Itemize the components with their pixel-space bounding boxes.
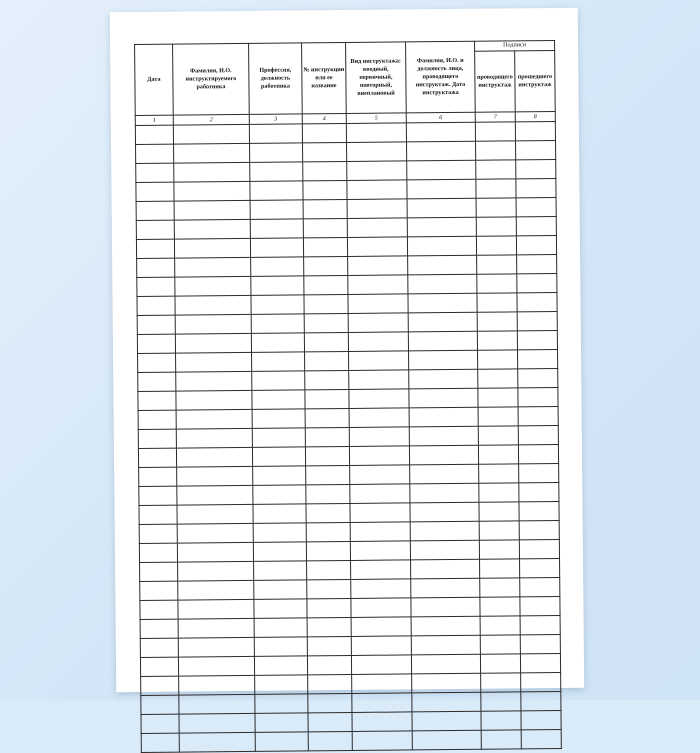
table-cell[interactable] <box>138 372 176 391</box>
table-cell[interactable] <box>347 237 407 257</box>
table-cell[interactable] <box>179 694 255 714</box>
table-cell[interactable] <box>252 352 305 372</box>
table-cell[interactable] <box>303 180 347 199</box>
table-cell[interactable] <box>140 638 178 657</box>
table-cell[interactable] <box>252 390 305 410</box>
table-cell[interactable] <box>479 502 519 521</box>
table-cell[interactable] <box>304 332 348 351</box>
table-cell[interactable] <box>136 182 174 201</box>
table-cell[interactable] <box>137 277 175 296</box>
table-cell[interactable] <box>176 390 252 410</box>
table-cell[interactable] <box>348 256 408 276</box>
table-body <box>135 121 561 752</box>
table-cell[interactable] <box>250 181 303 201</box>
table-cell[interactable] <box>303 237 347 256</box>
table-cell[interactable] <box>308 712 352 731</box>
table-cell[interactable] <box>478 407 518 426</box>
table-cell[interactable] <box>140 562 178 581</box>
table-cell[interactable] <box>139 543 177 562</box>
table-cell[interactable] <box>304 256 348 275</box>
table-cell[interactable] <box>174 181 250 201</box>
column-header-profession: Профессия, должность работника <box>249 43 303 115</box>
table-cell[interactable] <box>480 578 520 597</box>
table-cell[interactable] <box>135 125 173 144</box>
table-cell[interactable] <box>520 653 560 672</box>
table-cell[interactable] <box>175 257 251 277</box>
table-cell[interactable] <box>136 144 174 163</box>
table-cell[interactable] <box>140 619 178 638</box>
table-cell[interactable] <box>174 162 250 182</box>
table-cell[interactable] <box>348 275 408 295</box>
table-cell[interactable] <box>521 691 561 710</box>
table-cell[interactable] <box>352 712 412 732</box>
table-cell[interactable] <box>412 692 481 712</box>
table-cell[interactable] <box>409 426 478 446</box>
table-cell[interactable] <box>520 596 560 615</box>
table-cell[interactable] <box>250 143 303 163</box>
table-cell[interactable] <box>176 371 252 391</box>
column-number-5: 5 <box>346 113 406 124</box>
table-cell[interactable] <box>176 447 252 467</box>
table-cell[interactable] <box>477 331 517 350</box>
table-cell[interactable] <box>250 162 303 182</box>
table-cell[interactable] <box>176 352 252 372</box>
table-cell[interactable] <box>477 255 517 274</box>
table-cell[interactable] <box>520 558 560 577</box>
table-cell[interactable] <box>409 445 478 465</box>
table-cell[interactable] <box>477 293 517 312</box>
table-cell[interactable] <box>307 655 351 674</box>
table-cell[interactable] <box>478 350 518 369</box>
table-cell[interactable] <box>174 238 250 258</box>
table-cell[interactable] <box>349 389 409 409</box>
table-cell[interactable] <box>519 539 559 558</box>
table-cell[interactable] <box>136 163 174 182</box>
table-cell[interactable] <box>136 201 174 220</box>
table-cell[interactable] <box>516 140 556 159</box>
table-cell[interactable] <box>521 710 561 729</box>
table-cell[interactable] <box>250 200 303 220</box>
table-cell[interactable] <box>351 636 411 656</box>
table-cell[interactable] <box>136 239 174 258</box>
table-cell[interactable] <box>137 296 175 315</box>
table-cell[interactable] <box>408 312 477 332</box>
table-cell[interactable] <box>250 238 303 258</box>
table-cell[interactable] <box>175 276 251 296</box>
table-cell[interactable] <box>252 428 305 448</box>
table-cell[interactable] <box>350 484 410 504</box>
table-cell[interactable] <box>352 674 412 694</box>
table-cell[interactable] <box>481 673 521 692</box>
table-cell[interactable] <box>305 446 349 465</box>
table-cell[interactable] <box>521 672 561 691</box>
table-cell[interactable] <box>178 599 254 619</box>
instruction-log-table <box>134 40 562 753</box>
table-cell[interactable] <box>178 637 254 657</box>
table-cell[interactable] <box>306 465 350 484</box>
table-cell[interactable] <box>521 729 561 748</box>
table-cell[interactable] <box>481 711 521 730</box>
table-cell[interactable] <box>408 293 477 313</box>
table-cell[interactable] <box>254 637 307 657</box>
table-cell[interactable] <box>517 273 557 292</box>
table-cell[interactable] <box>348 313 408 333</box>
column-number-8: 8 <box>515 111 555 121</box>
table-cell[interactable] <box>307 636 351 655</box>
table-cell[interactable] <box>255 694 308 714</box>
paper-sheet <box>110 8 585 692</box>
table-cell[interactable] <box>251 314 304 334</box>
table-cell[interactable] <box>516 178 556 197</box>
table-cell[interactable] <box>515 121 555 140</box>
table-cell[interactable] <box>352 731 412 751</box>
table-cell[interactable] <box>407 179 476 199</box>
table-cell[interactable] <box>408 274 477 294</box>
table-cell[interactable] <box>516 197 556 216</box>
table-cell[interactable] <box>516 159 556 178</box>
table-cell[interactable] <box>137 315 175 334</box>
table-cell[interactable] <box>480 635 520 654</box>
table-cell[interactable] <box>476 179 516 198</box>
table-cell[interactable] <box>176 428 252 448</box>
table-cell[interactable] <box>518 349 558 368</box>
table-cell[interactable] <box>516 216 556 235</box>
column-header-instruction-number: № инструкции или ее название <box>302 42 347 113</box>
table-cell[interactable] <box>480 654 520 673</box>
table-cell[interactable] <box>409 350 478 370</box>
table-cell[interactable] <box>407 198 476 218</box>
table-cell[interactable] <box>517 330 557 349</box>
table-cell[interactable] <box>255 675 308 695</box>
table-cell[interactable] <box>410 464 479 484</box>
table-cell[interactable] <box>411 616 480 636</box>
table-cell[interactable] <box>517 311 557 330</box>
table-cell[interactable] <box>517 292 557 311</box>
table-cell[interactable] <box>519 501 559 520</box>
table-cell[interactable] <box>411 654 480 674</box>
table-cell[interactable] <box>347 161 407 181</box>
column-header-signature-trainee: прошедшего инструктаж <box>515 50 556 111</box>
table-cell[interactable] <box>519 482 559 501</box>
table-cell[interactable] <box>349 351 409 371</box>
table-cell[interactable] <box>141 676 179 695</box>
table-cell[interactable] <box>141 714 179 733</box>
table-cell[interactable] <box>476 217 516 236</box>
table-cell[interactable] <box>518 444 558 463</box>
table-cell[interactable] <box>305 370 349 389</box>
table-cell[interactable] <box>409 369 478 389</box>
table-cell[interactable] <box>412 711 481 731</box>
column-header-date: Дата <box>135 44 174 115</box>
table-cell[interactable] <box>304 294 348 313</box>
table-cell[interactable] <box>349 408 409 428</box>
table-cell[interactable] <box>173 124 249 144</box>
table-cell[interactable] <box>517 254 557 273</box>
table-cell[interactable] <box>175 333 251 353</box>
table-cell[interactable] <box>351 655 411 675</box>
table-cell[interactable] <box>138 391 176 410</box>
table-cell[interactable] <box>250 219 303 239</box>
table-cell[interactable] <box>408 331 477 351</box>
table-cell[interactable] <box>303 199 347 218</box>
table-cell[interactable] <box>479 540 519 559</box>
table-cell[interactable] <box>141 695 179 714</box>
table-cell[interactable] <box>177 466 253 486</box>
table-cell[interactable] <box>137 334 175 353</box>
table-cell[interactable] <box>349 446 409 466</box>
table-cell[interactable] <box>480 616 520 635</box>
table-cell[interactable] <box>251 257 304 277</box>
table-cell[interactable] <box>477 274 517 293</box>
table-cell[interactable] <box>347 180 407 200</box>
table-cell[interactable] <box>476 141 516 160</box>
table-cell[interactable] <box>255 713 308 733</box>
table-cell[interactable] <box>411 578 480 598</box>
table-cell[interactable] <box>412 730 481 750</box>
table-cell[interactable] <box>308 731 352 750</box>
table-cell[interactable] <box>252 409 305 429</box>
table-cell[interactable] <box>254 618 307 638</box>
table-cell[interactable] <box>139 467 177 486</box>
table-cell[interactable] <box>478 445 518 464</box>
column-number-7: 7 <box>475 112 515 122</box>
table-cell[interactable] <box>177 485 253 505</box>
table-row[interactable] <box>141 729 561 752</box>
table-cell[interactable] <box>350 522 410 542</box>
table-cell[interactable] <box>518 387 558 406</box>
column-number-2: 2 <box>173 114 249 125</box>
table-cell[interactable] <box>305 389 349 408</box>
table-cell[interactable] <box>304 313 348 332</box>
table-cell[interactable] <box>254 561 307 581</box>
table-cell[interactable] <box>520 577 560 596</box>
table-cell[interactable] <box>175 314 251 334</box>
table-cell[interactable] <box>141 733 179 752</box>
table-cell[interactable] <box>140 600 178 619</box>
table-cell[interactable] <box>178 618 254 638</box>
table-cell[interactable] <box>179 675 255 695</box>
table-cell[interactable] <box>411 635 480 655</box>
table-cell[interactable] <box>175 295 251 315</box>
table-cell[interactable] <box>251 295 304 315</box>
table-cell[interactable] <box>306 541 350 560</box>
table-cell[interactable] <box>518 368 558 387</box>
table-cell[interactable] <box>476 198 516 217</box>
column-header-briefing-type: Вид инструктажа: вводный, первичный, повторный, внеплановый <box>346 42 407 114</box>
table-cell[interactable] <box>253 542 306 562</box>
table-cell[interactable] <box>140 581 178 600</box>
table-cell[interactable] <box>138 448 176 467</box>
table-cell[interactable] <box>303 161 347 180</box>
table-cell[interactable] <box>178 580 254 600</box>
column-header-signature-instructor: проводящего инструктаж <box>475 51 516 112</box>
table-cell[interactable] <box>179 713 255 733</box>
table-cell[interactable] <box>408 255 477 275</box>
table-cell[interactable] <box>475 122 515 141</box>
table-cell[interactable] <box>476 236 516 255</box>
table-cell[interactable] <box>481 692 521 711</box>
table-cell[interactable] <box>480 559 520 578</box>
table-cell[interactable] <box>304 275 348 294</box>
table-cell[interactable] <box>347 199 407 219</box>
table-cell[interactable] <box>479 464 519 483</box>
table-cell[interactable] <box>174 143 250 163</box>
table-cell[interactable] <box>407 236 476 256</box>
table-cell[interactable] <box>254 599 307 619</box>
table-cell[interactable] <box>351 579 411 599</box>
table-cell[interactable] <box>407 160 476 180</box>
table-cell[interactable] <box>478 369 518 388</box>
table-cell[interactable] <box>481 730 521 749</box>
table-cell[interactable] <box>137 258 175 277</box>
table-cell[interactable] <box>138 429 176 448</box>
table-cell[interactable] <box>307 598 351 617</box>
table-cell[interactable] <box>176 409 252 429</box>
table-cell[interactable] <box>351 560 411 580</box>
table-cell[interactable] <box>138 410 176 429</box>
table-cell[interactable] <box>305 408 349 427</box>
table-cell[interactable] <box>307 560 351 579</box>
table-cell[interactable] <box>519 463 559 482</box>
table-cell[interactable] <box>410 483 479 503</box>
table-cell[interactable] <box>136 220 174 239</box>
table-cell[interactable] <box>253 485 306 505</box>
table-cell[interactable] <box>253 504 306 524</box>
table-cell[interactable] <box>520 634 560 653</box>
table-cell[interactable] <box>254 580 307 600</box>
table-cell[interactable] <box>477 312 517 331</box>
column-header-instructor: Фамилия, И.О. и должность лица, проводящего инструктаж. Дата инструктажа <box>406 41 476 113</box>
table-cell[interactable] <box>306 503 350 522</box>
table-cell[interactable] <box>251 276 304 296</box>
table-cell[interactable] <box>412 673 481 693</box>
table-cell[interactable] <box>139 486 177 505</box>
table-cell[interactable] <box>255 732 308 752</box>
table-cell[interactable] <box>252 371 305 391</box>
table-cell[interactable] <box>348 332 408 352</box>
table-cell[interactable] <box>308 674 352 693</box>
table-cell[interactable] <box>409 407 478 427</box>
table-cell[interactable] <box>139 524 177 543</box>
table-cell[interactable] <box>306 522 350 541</box>
table-cell[interactable] <box>351 617 411 637</box>
table-cell[interactable] <box>516 235 556 254</box>
table-cell[interactable] <box>480 597 520 616</box>
table-cell[interactable] <box>179 732 255 752</box>
journal-table-container <box>134 40 561 753</box>
table-cell[interactable] <box>139 505 177 524</box>
table-cell[interactable] <box>348 294 408 314</box>
table-cell[interactable] <box>518 425 558 444</box>
table-cell[interactable] <box>177 504 253 524</box>
table-cell[interactable] <box>302 123 346 142</box>
table-cell[interactable] <box>138 353 176 372</box>
table-cell[interactable] <box>305 351 349 370</box>
table-cell[interactable] <box>478 426 518 445</box>
table-cell[interactable] <box>306 484 350 503</box>
table-cell[interactable] <box>249 124 302 144</box>
table-cell[interactable] <box>346 123 406 143</box>
table-cell[interactable] <box>409 388 478 408</box>
table-cell[interactable] <box>305 427 349 446</box>
table-cell[interactable] <box>253 523 306 543</box>
table-cell[interactable] <box>411 559 480 579</box>
table-cell[interactable] <box>177 542 253 562</box>
column-header-employee-name: Фамилия, И.О. инструктируемого работника <box>173 43 250 115</box>
column-group-header-signatures: Подписи <box>475 40 555 51</box>
table-cell[interactable] <box>479 483 519 502</box>
table-cell[interactable] <box>254 656 307 676</box>
table-cell[interactable] <box>178 561 254 581</box>
table-cell[interactable] <box>476 160 516 179</box>
column-number-6: 6 <box>406 112 475 123</box>
table-cell[interactable] <box>253 466 306 486</box>
table-cell[interactable] <box>251 333 304 353</box>
table-cell[interactable] <box>350 465 410 485</box>
table-cell[interactable] <box>140 657 178 676</box>
table-cell[interactable] <box>407 141 476 161</box>
table-cell[interactable] <box>519 520 559 539</box>
table-cell[interactable] <box>347 142 407 162</box>
table-cell[interactable] <box>252 447 305 467</box>
table-cell[interactable] <box>350 541 410 561</box>
table-cell[interactable] <box>307 617 351 636</box>
table-cell[interactable] <box>478 388 518 407</box>
table-cell[interactable] <box>520 615 560 634</box>
table-cell[interactable] <box>351 598 411 618</box>
table-cell[interactable] <box>307 579 351 598</box>
table-cell[interactable] <box>174 200 250 220</box>
table-header <box>135 40 556 125</box>
table-cell[interactable] <box>177 523 253 543</box>
table-cell[interactable] <box>411 597 480 617</box>
table-cell[interactable] <box>174 219 250 239</box>
table-cell[interactable] <box>406 122 475 142</box>
table-cell[interactable] <box>352 693 412 713</box>
table-cell[interactable] <box>349 427 409 447</box>
table-cell[interactable] <box>410 521 479 541</box>
table-cell[interactable] <box>349 370 409 390</box>
column-number-4: 4 <box>302 113 346 123</box>
table-cell[interactable] <box>308 693 352 712</box>
table-cell[interactable] <box>410 540 479 560</box>
column-number-3: 3 <box>249 114 302 125</box>
table-cell[interactable] <box>407 217 476 237</box>
table-cell[interactable] <box>303 142 347 161</box>
table-cell[interactable] <box>350 503 410 523</box>
table-cell[interactable] <box>303 218 347 237</box>
column-number-1: 1 <box>135 115 173 125</box>
table-cell[interactable] <box>518 406 558 425</box>
table-cell[interactable] <box>178 656 254 676</box>
table-cell[interactable] <box>479 521 519 540</box>
table-cell[interactable] <box>347 218 407 238</box>
table-cell[interactable] <box>410 502 479 522</box>
